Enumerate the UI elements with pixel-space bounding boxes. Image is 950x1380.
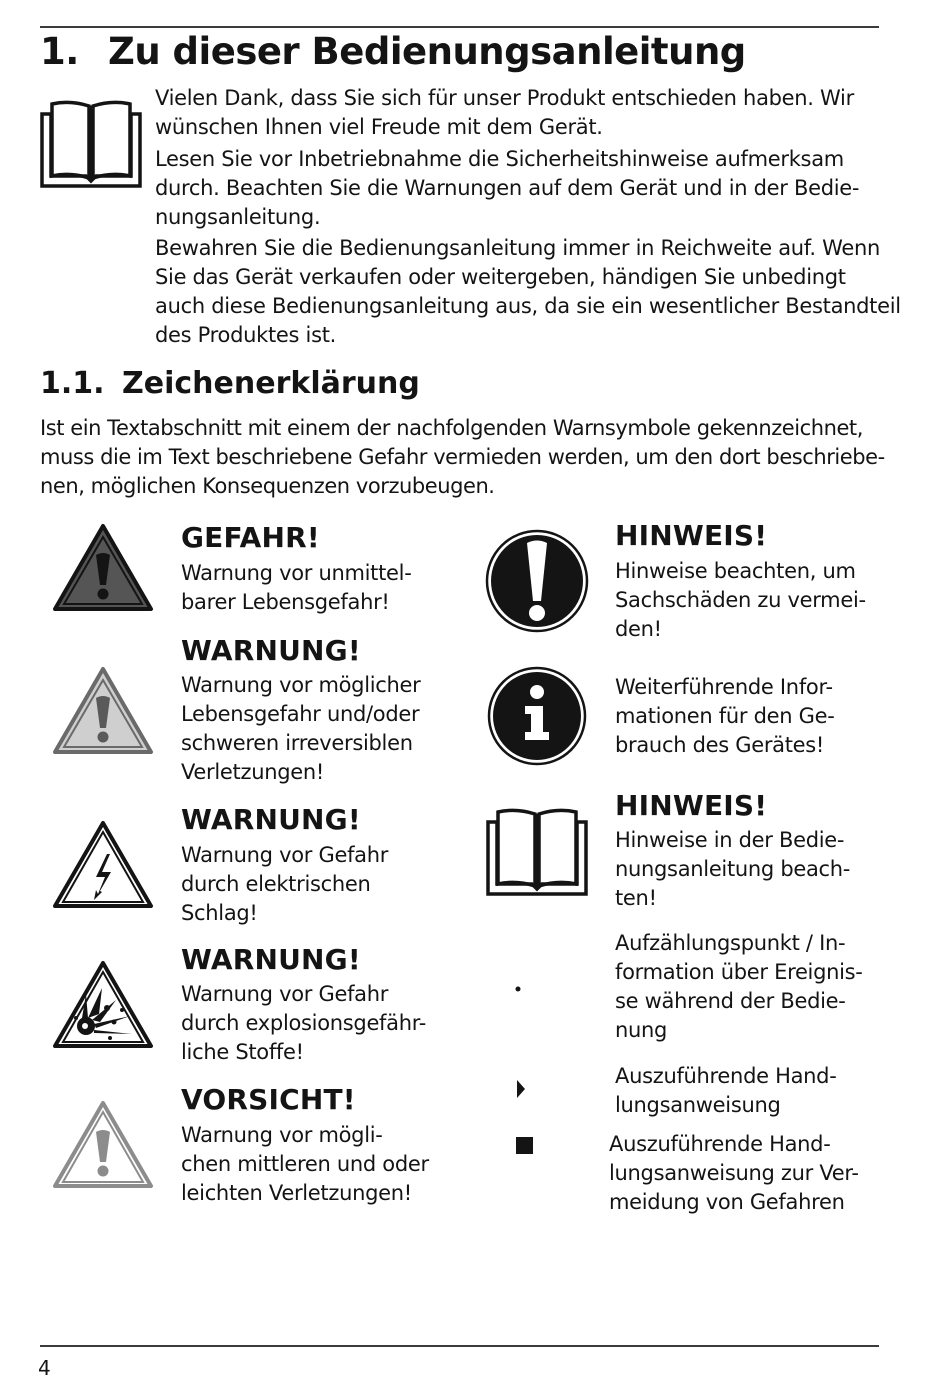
bullet-point-icon [513,984,523,994]
legend-text-action [615,1062,836,1120]
subsection-title: Zeichenerklärung [122,366,420,401]
text-line: Ist ein Textabschnitt mit einem der nachfolgenden Warnsymbole gekennzeichnet, [40,416,863,440]
section-title: Zu dieser Bedienungsanleitung [108,30,746,73]
text-line: Aufzählungspunkt / In- [615,931,846,955]
text-line: auch diese Bedienungsanleitung aus, da sie ein wesentlicher Bestandteil [155,294,901,318]
text-line: Bewahren Sie die Bedienungsanleitung immer in Reichweite auf. Wenn [155,236,880,260]
section-number: 1. [40,30,79,73]
text-line: nungsanleitung beach- [615,857,851,881]
text-line: durch. Beachten Sie die Warnungen auf dem Gerät und in der Bedie- [155,176,860,200]
text-line: nungsanleitung. [155,205,321,229]
text-line: Auszuführende Hand- [615,1064,837,1088]
text-line: Warnung vor Gefahr [181,843,389,867]
text-line: wünschen Ihnen viel Freude mit dem Gerät. [155,115,603,139]
legend-title-caution: VORSICHT! [181,1083,356,1116]
text-line: chen mittleren und oder [181,1152,429,1176]
legend-text-warning [181,671,421,787]
legend-title-electric: WARNUNG! [181,803,361,836]
text-line: durch elektrischen [181,872,371,896]
electric-shock-icon [52,820,154,910]
text-line: den! [615,617,662,641]
manual-book-icon [486,808,588,896]
danger-triangle-icon [52,523,154,613]
info-circle-icon [487,666,587,766]
section-heading [40,30,746,73]
text-line: Warnung vor möglicher [181,673,421,697]
text-line: schweren irreversiblen [181,731,413,755]
legend-text-danger [181,559,411,617]
text-line: Vielen Dank, dass Sie sich für unser Produkt entschieden haben. Wir [155,86,854,110]
legend-title-warning: WARNUNG! [181,634,361,667]
legend-text-bullet [615,929,863,1045]
text-line: Sie das Gerät verkaufen oder weitergeben, händigen Sie unbedingt [155,265,846,289]
text-line: durch explosionsgefähr- [181,1011,426,1035]
legend-title-notice: HINWEIS! [615,519,768,552]
top-rule [40,26,879,28]
text-line: Lesen Sie vor Inbetriebnahme die Sicherheitshinweise aufmerksam [155,147,844,171]
intro-paragraph [155,84,854,142]
bottom-rule [40,1345,879,1347]
keep-paragraph [155,234,901,350]
text-line: Hinweise in der Bedie- [615,828,845,852]
text-line: leichten Verletzungen! [181,1181,412,1205]
text-line: nung [615,1018,668,1042]
legend-title-danger: GEFAHR! [181,521,320,554]
text-line: Weiterführende Infor- [615,675,833,699]
warning-triangle-icon [52,666,154,756]
text-line: Sachschäden zu vermei- [615,588,866,612]
text-line: Verletzungen! [181,760,324,784]
black-square-icon [515,1136,535,1156]
legend-text-caution [181,1121,429,1208]
legend-text-explosive [181,980,426,1067]
legend-text-info [615,673,834,760]
exclamation-circle-icon [485,529,589,633]
text-line: Hinweise beachten, um [615,559,856,583]
text-line: brauch des Gerätes! [615,733,825,757]
legend-title-explosive: WARNUNG! [181,943,361,976]
text-line: des Produktes ist. [155,323,337,347]
legend-text-action-danger [609,1130,859,1217]
text-line: barer Lebensgefahr! [181,590,390,614]
text-line: lungsanweisung [615,1093,781,1117]
text-line: Auszuführende Hand- [609,1132,831,1156]
legend-text-electric [181,841,388,928]
text-line: lungsanweisung zur Ver- [609,1161,859,1185]
text-line: Warnung vor unmittel- [181,561,412,585]
text-line: Lebensgefahr und/oder [181,702,420,726]
caution-triangle-icon [52,1100,154,1190]
text-line: muss die im Text beschriebene Gefahr vermieden werden, um den dort beschriebe- [40,445,885,469]
arrow-right-icon [515,1079,527,1099]
legend-title-manual: HINWEIS! [615,789,768,822]
text-line: formation über Ereignis- [615,960,863,984]
text-line: Schlag! [181,901,258,925]
text-line: se während der Bedie- [615,989,846,1013]
text-line: Warnung vor mögli- [181,1123,383,1147]
manual-book-icon [40,100,142,188]
text-line: ten! [615,886,657,910]
text-line: nen, möglichen Konsequenzen vorzubeugen. [40,474,495,498]
text-line: meidung von Gefahren [609,1190,845,1214]
text-line: Warnung vor Gefahr [181,982,389,1006]
explosive-icon [52,960,154,1050]
page-number: 4 [38,1356,51,1380]
text-line: mationen für den Ge- [615,704,835,728]
subsection-paragraph [40,414,885,501]
legend-text-manual [615,826,850,913]
text-line: liche Stoffe! [181,1040,304,1064]
legend-text-notice [615,557,866,644]
read-paragraph [155,145,859,232]
subsection-heading [40,366,420,401]
subsection-number: 1.1. [40,366,105,401]
